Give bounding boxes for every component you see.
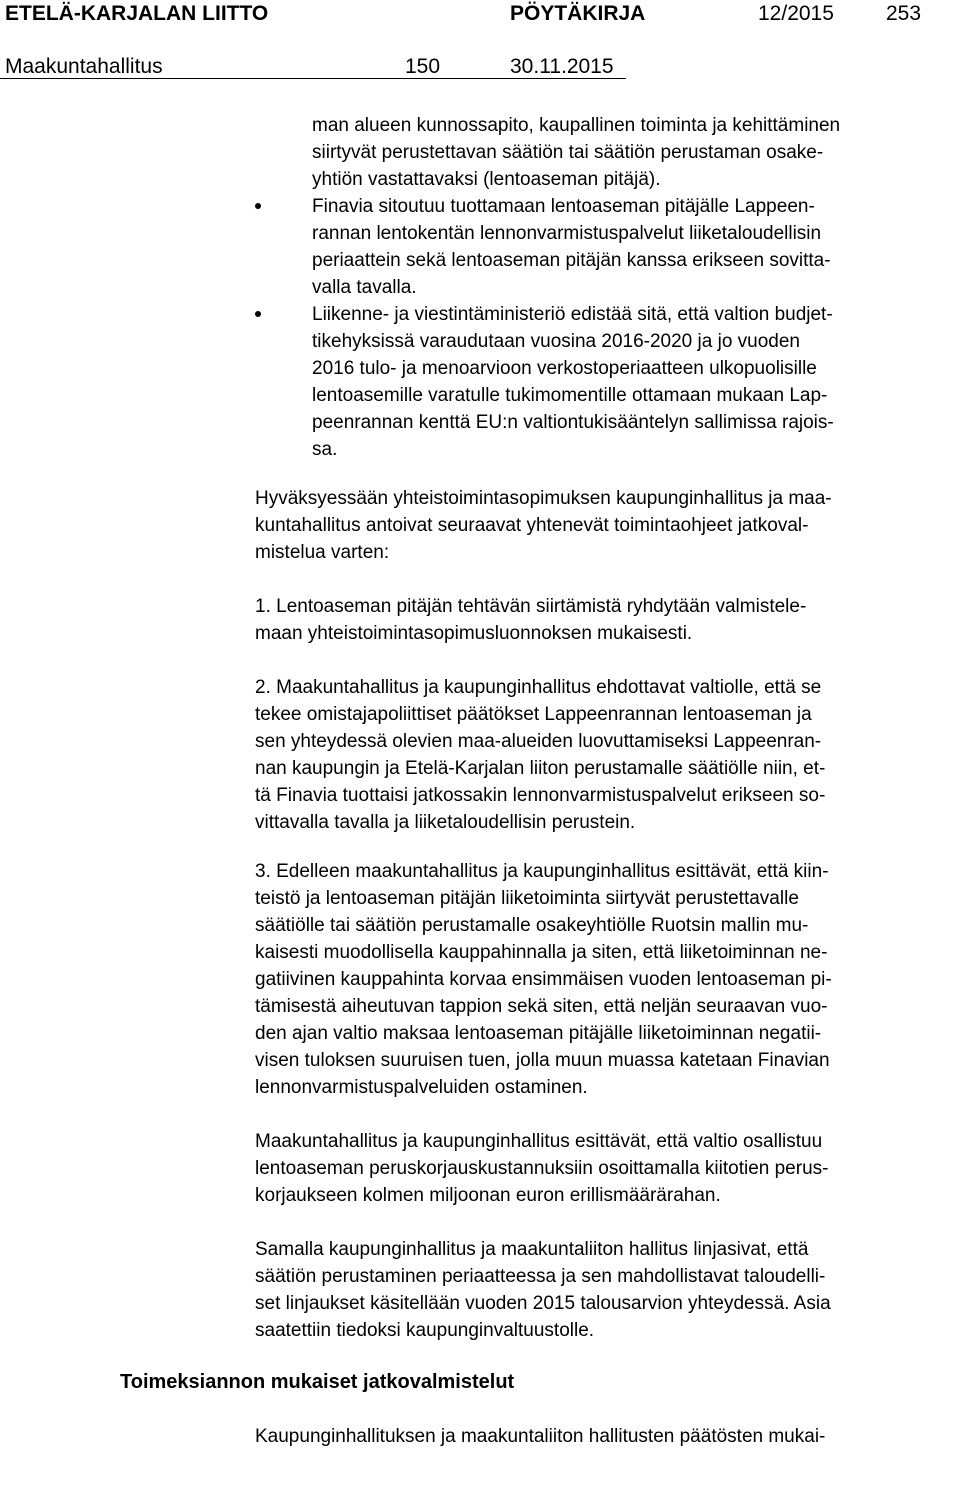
text-line: teistö ja lentoaseman pitäjän liiketoiminta siirtyvät perustettavalle [255, 888, 799, 909]
text-line: yhtiön vastattavaksi (lentoaseman pitäjä). [312, 169, 661, 190]
text-line: korjaukseen kolmen miljoonan euron erillismäärärahan. [255, 1185, 721, 1206]
text-line: säätiön perustaminen periaatteessa ja sen mahdollistavat taloudelli- [255, 1266, 826, 1287]
text-line: Kaupunginhallituksen ja maakuntaliiton hallitusten päätösten mukai- [255, 1426, 826, 1447]
text-line: lentoaseman peruskorjauskustannuksiin osoittamalla kiitotien perus- [255, 1158, 829, 1179]
text-line: mistelua varten: [255, 542, 390, 563]
text-line: Maakuntahallitus ja kaupunginhallitus esittävät, että valtio osallistuu [255, 1131, 823, 1152]
org-name: ETELÄ-KARJALAN LIITTO [5, 2, 269, 25]
page-number: 253 [886, 2, 922, 25]
bullet-icon [255, 203, 261, 209]
text-line: maan yhteistoimintasopimusluonnoksen mukaisesti. [255, 623, 693, 644]
text-line: kaisesti muodollisella kauppahinnalla ja siten, että liiketoiminnan ne- [255, 942, 828, 963]
text-line: tikehyksissä varaudutaan vuosina 2016-2020 ja jo vuoden [312, 331, 800, 352]
text-line: gatiivinen kauppahinta korvaa ensimmäisen vuoden lentoaseman pi- [255, 969, 832, 990]
text-line: sa. [312, 439, 338, 460]
text-line: sen yhteydessä olevien maa-alueiden luovuttamiseksi Lappeenran- [255, 731, 822, 752]
text-line: 2. Maakuntahallitus ja kaupunginhallitus ehdottavat valtiolle, että se [255, 677, 822, 698]
text-line: den ajan valtio maksaa lentoaseman pitäjälle liiketoiminnan negatii- [255, 1023, 822, 1044]
text-line: kuntahallitus antoivat seuraavat yhtenevät toimintaohjeet jatkoval- [255, 515, 809, 536]
text-line: 3. Edelleen maakuntahallitus ja kaupunginhallitus esittävät, että kiin- [255, 861, 829, 882]
header-rule [0, 78, 626, 79]
text-line: tekee omistajapoliittiset päätökset Lappeenrannan lentoaseman ja [255, 704, 812, 725]
section-heading: Toimeksiannon mukaiset jatkovalmistelut [120, 1371, 515, 1393]
doc-type: PÖYTÄKIRJA [510, 2, 646, 25]
text-line: peenrannan kenttä EU:n valtiontukisääntelyn sallimissa rajois- [312, 412, 834, 433]
text-line: Samalla kaupunginhallitus ja maakuntaliiton hallitus linjasivat, että [255, 1239, 809, 1260]
meeting-body: Maakuntahallitus [5, 55, 163, 78]
text-line: periaattein sekä lentoaseman pitäjän kanssa erikseen sovitta- [312, 250, 831, 271]
issue-number: 12/2015 [758, 2, 834, 25]
text-line: visen tuloksen suuruisen tuen, jolla muun muassa katetaan Finavian [255, 1050, 830, 1071]
text-line: nan kaupungin ja Etelä-Karjalan liiton perustamalle säätiölle niin, et- [255, 758, 826, 779]
text-line: lennonvarmistuspalveluiden ostaminen. [255, 1077, 588, 1098]
text-line: lentoasemille varatulle tukimomentille ottamaan mukaan Lap- [312, 385, 828, 406]
section-number: 150 [405, 55, 441, 78]
text-line: Finavia sitoutuu tuottamaan lentoaseman pitäjälle Lappeen- [312, 196, 815, 217]
text-line: valla tavalla. [312, 277, 417, 298]
text-line: siirtyvät perustettavan säätiön tai säätiön perustaman osake- [312, 142, 824, 163]
bullet-icon [255, 311, 261, 317]
text-line: rannan lentokentän lennonvarmistuspalvelut liiketaloudellisin [312, 223, 822, 244]
text-line: vittavalla tavalla ja liiketaloudellisin perustein. [255, 812, 636, 833]
meeting-date: 30.11.2015 [510, 55, 614, 78]
text-line: Liikenne- ja viestintäministeriö edistää sitä, että valtion budjet- [312, 304, 833, 325]
text-line: set linjaukset käsitellään vuoden 2015 talousarvion yhteydessä. Asia [255, 1293, 831, 1314]
text-line: tä Finavia tuottaisi jatkossakin lennonvarmistuspalvelut erikseen so- [255, 785, 826, 806]
text-line: 2016 tulo- ja menoarvioon verkostoperiaatteen ulkopuolisille [312, 358, 817, 379]
text-line: man alueen kunnossapito, kaupallinen toiminta ja kehittäminen [312, 115, 841, 136]
text-line: 1. Lentoaseman pitäjän tehtävän siirtämistä ryhdytään valmistele- [255, 596, 807, 617]
text-line: tämisestä aiheutuvan tappion sekä siten, että neljän seuraavan vuo- [255, 996, 828, 1017]
text-line: saatettiin tiedoksi kaupunginvaltuustolle. [255, 1320, 595, 1341]
text-line: Hyväksyessään yhteistoimintasopimuksen kaupunginhallitus ja maa- [255, 488, 832, 509]
text-line: säätiölle tai säätiön perustamalle osakeyhtiölle Ruotsin mallin mu- [255, 915, 809, 936]
